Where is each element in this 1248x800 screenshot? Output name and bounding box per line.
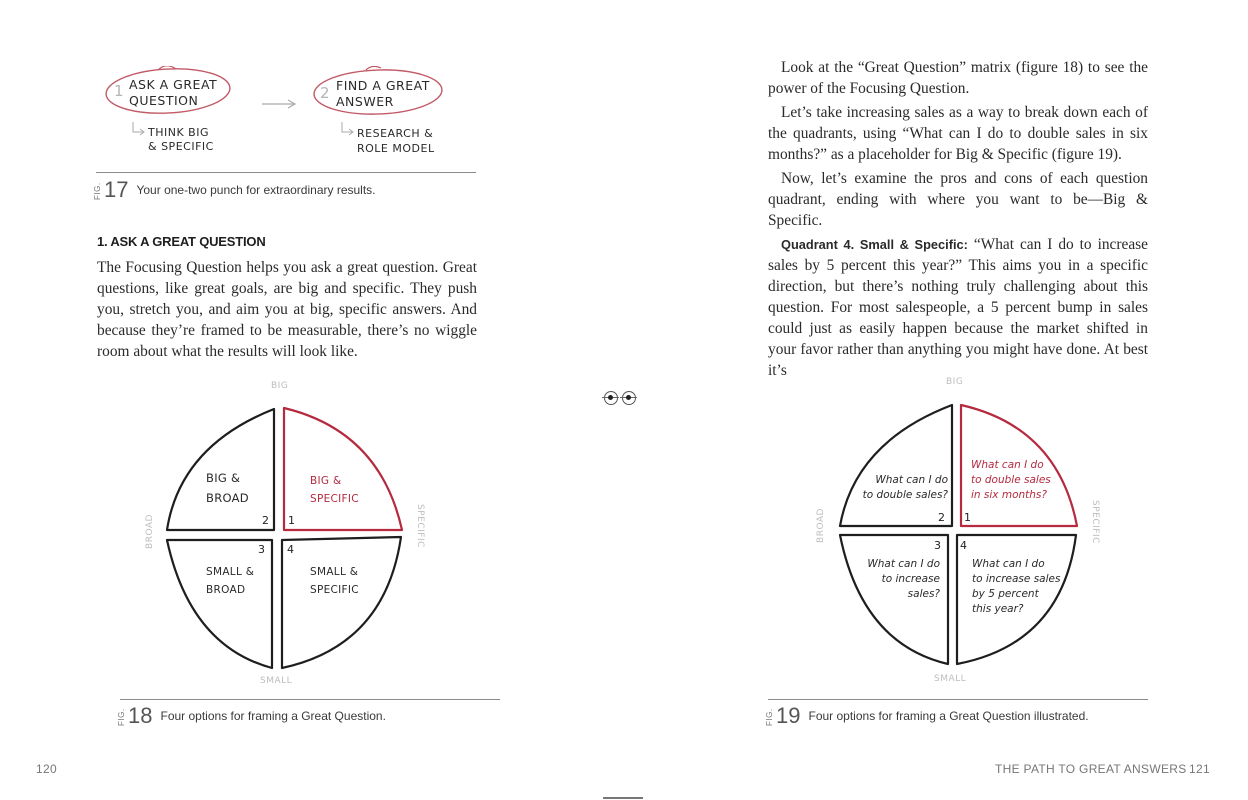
quadrant-2-question: What can I do to double sales? xyxy=(862,474,948,501)
axis-right-label: SPECIFIC xyxy=(415,504,425,548)
quadrant-3-number: 3 xyxy=(934,539,941,552)
quadrant-1-number: 1 xyxy=(288,514,295,527)
quadrant-circle-sketch xyxy=(800,372,1120,692)
quadrant-3-question: What can I do to increase sales? xyxy=(867,558,940,600)
fig-number: 17 xyxy=(104,177,129,202)
quadrant-1-label: BIG & SPECIFIC xyxy=(310,475,359,505)
paragraph: Now, let’s examine the pros and cons of each question quadrant, ending with where you want to be—Big & Specific. xyxy=(768,170,1148,229)
quadrant-3-label: SMALL & BROAD xyxy=(206,566,255,596)
axis-bottom-label: SMALL xyxy=(260,676,293,686)
running-head: THE PATH TO GREAT ANSWERS xyxy=(995,762,1187,776)
fig-label: FIG. xyxy=(93,182,102,200)
step-2-line2: ANSWER xyxy=(336,94,394,109)
fig-label: FIG. xyxy=(117,708,126,726)
axis-top-label: BIG xyxy=(946,377,964,387)
quadrant-3-number: 3 xyxy=(258,543,265,556)
quadrant-4-number: 4 xyxy=(287,543,294,556)
paragraph: Look at the “Great Question” matrix (figure 18) to see the power of the Focusing Question. xyxy=(768,59,1148,97)
step-1-line2: QUESTION xyxy=(129,93,199,108)
quadrant-2-number: 2 xyxy=(262,514,269,527)
figure-17-rule xyxy=(96,172,476,173)
left-body-text xyxy=(97,257,477,362)
quadrant-1-number: 1 xyxy=(964,511,971,524)
figure-18-caption xyxy=(117,703,386,728)
axis-top-label: BIG xyxy=(271,381,289,391)
paragraph: The Focusing Question helps you ask a great question. Great questions, like great goals, are big and specific. They push you, stretch you, and aim you at big, specific answers. And because they’re framed to be measurable, there’s no wiggle room about what the results will look like. xyxy=(97,259,477,360)
fig-caption-text: Your one-two punch for extraordinary results. xyxy=(136,183,376,197)
sub-1-line1: THINK BIG xyxy=(148,126,209,139)
sub-2-line1: RESEARCH & xyxy=(357,127,434,140)
figure-17-diagram xyxy=(96,66,476,171)
axis-right-label: SPECIFIC xyxy=(1090,500,1100,544)
figure-17-caption xyxy=(93,177,376,202)
figure-18-matrix xyxy=(140,376,440,696)
figure-19-matrix xyxy=(800,372,1120,692)
quadrant-4-paragraph xyxy=(768,234,1148,381)
page-number-left: 120 xyxy=(36,762,57,776)
fig-number: 19 xyxy=(776,703,801,728)
axis-left-label: BROAD xyxy=(816,508,826,543)
sub-2-line2: ROLE MODEL xyxy=(357,142,435,155)
figure-19-caption xyxy=(765,703,1089,728)
runin-heading: Quadrant 4. Small & Specific: xyxy=(781,237,968,252)
fig-caption-text: Four options for framing a Great Question illustrated. xyxy=(808,709,1089,723)
step-2-number: 2 xyxy=(320,84,330,102)
quadrant-2-number: 2 xyxy=(938,511,945,524)
paragraph: Let’s take increasing sales as a way to break down each of the quadrants, using “What can I do to double sales in six months?” as a placeholder for Big & Specific (figure 19). xyxy=(768,104,1148,163)
step-2-line1: FIND A GREAT xyxy=(336,78,430,93)
fig-caption-text: Four options for framing a Great Question. xyxy=(160,709,386,723)
section-heading: 1. ASK A GREAT QUESTION xyxy=(97,234,266,249)
right-body-text xyxy=(768,57,1148,381)
step-1-number: 1 xyxy=(114,82,124,100)
quadrant-circle-sketch xyxy=(140,376,440,696)
sub-1-line2: & SPECIFIC xyxy=(148,140,214,153)
figure-18-rule xyxy=(120,699,500,700)
axis-left-label: BROAD xyxy=(145,514,155,549)
right-page xyxy=(624,0,1248,800)
quadrant-4-label: SMALL & SPECIFIC xyxy=(310,566,359,596)
quadrant-2-label: BIG & BROAD xyxy=(206,471,249,505)
step-1-line1: ASK A GREAT xyxy=(129,77,218,92)
fig-number: 18 xyxy=(128,703,153,728)
quadrant-4-text: “What can I do to increase sales by 5 percent this year?” This aims you in a specific direction, but there’s nothing truly challenging about this question. For most salespeople, a 5 percent bump in sales could just as easily happen because the market shifted in your favor rather than anything you might have done. At best it’s xyxy=(768,236,1148,379)
registration-mark-icon xyxy=(604,391,618,405)
axis-bottom-label: SMALL xyxy=(934,674,967,684)
figure-19-rule xyxy=(768,699,1148,700)
quadrant-4-question: What can I do to increase sales by 5 percent this year? xyxy=(972,558,1061,615)
quadrant-1-question: What can I do to double sales in six months? xyxy=(971,459,1051,501)
fig-label: FIG. xyxy=(765,708,774,726)
page-number-right: 121 xyxy=(1189,762,1210,776)
quadrant-4-number: 4 xyxy=(960,539,967,552)
